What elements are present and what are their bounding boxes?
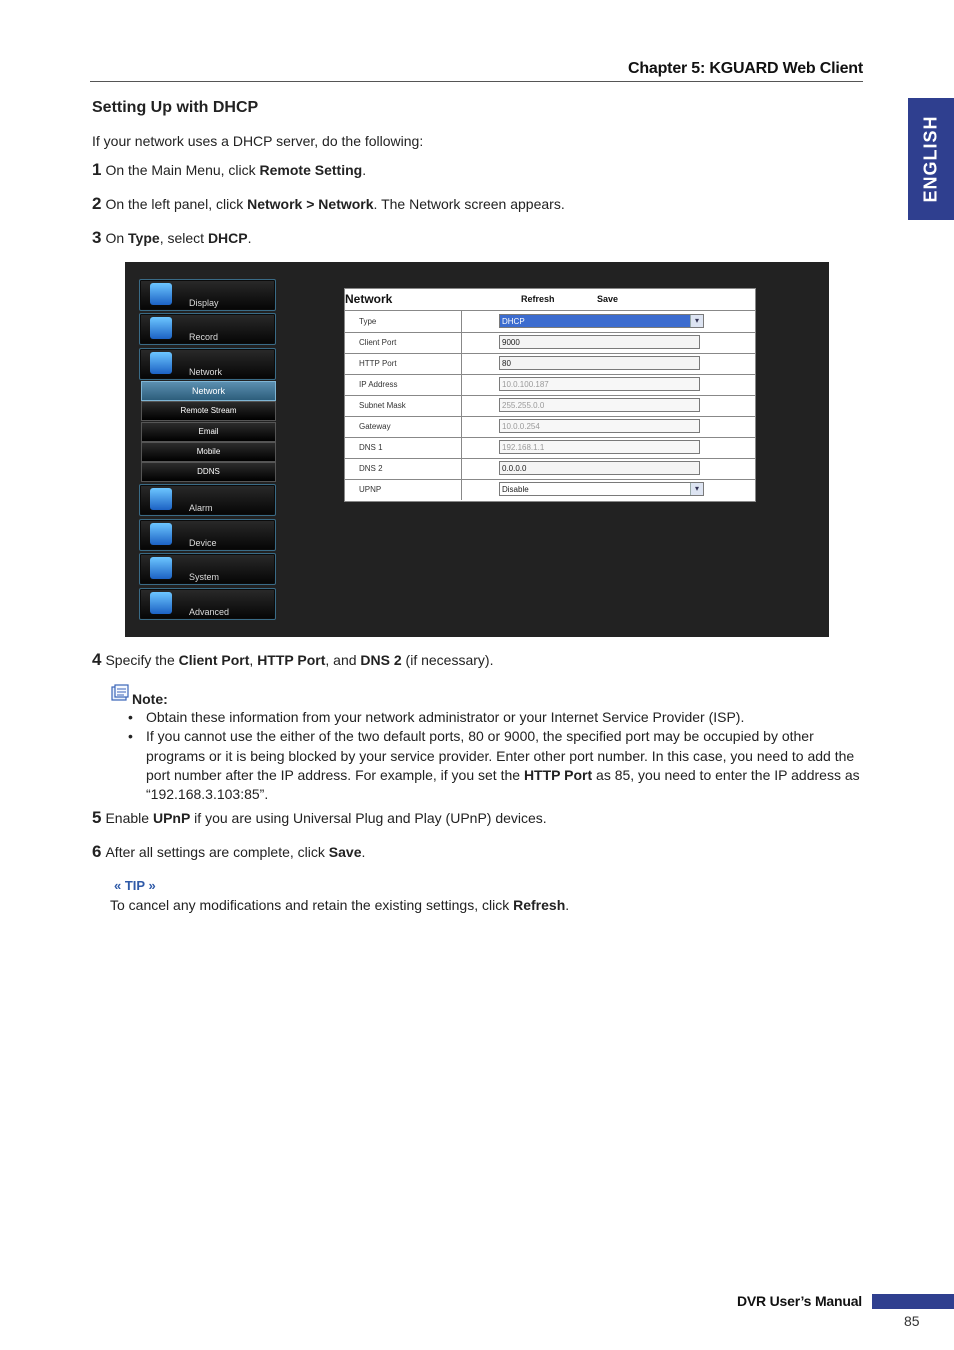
step-number: 1 [92,160,102,179]
record-icon [150,317,172,339]
row-label: HTTP Port [359,359,397,368]
note-bold: HTTP Port [523,766,593,783]
step-3 [92,228,252,248]
row-upnp [345,479,755,500]
menu-system[interactable] [139,553,276,585]
row-http-port [345,353,755,375]
step-5 [92,808,547,828]
step-4 [92,650,493,670]
upnp-select[interactable] [499,482,704,496]
step-1 [92,160,366,180]
submenu-network[interactable]: Network [141,381,276,401]
step-2 [92,194,565,214]
step-bold: DNS 2 [360,652,402,668]
page-number: 85 [904,1313,920,1329]
submenu-remote-stream[interactable]: Remote Stream [141,401,276,421]
http-port-input[interactable]: 80 [499,356,700,370]
step-number: 4 [92,650,102,669]
note-list [128,708,863,804]
network-settings-screenshot [125,262,829,637]
alarm-icon [150,488,172,510]
step-text: . The Network screen appears. [373,196,565,212]
menu-record[interactable] [139,313,276,345]
network-panel-title: Network [345,292,393,306]
step-bold: UPnP [152,810,191,826]
step-text: . [361,844,366,860]
step-number: 3 [92,228,102,247]
tip-label: « TIP » [114,878,156,893]
language-tab [908,98,954,220]
client-port-input[interactable]: 9000 [499,335,700,349]
tip-body: . [565,897,570,913]
note-text: If you cannot use the either of the two default ports, 80 or 9000, the specified port may be occupied by other programs or it is being blocked by your service provider. Enter other port number. In this case, you need to add the port number after the IP address. For example, if you set the [146,728,855,783]
menu-label: Record [189,332,219,342]
note-text: as 85, you need to enter the IP address as “192.168.3.103:85”. [146,766,860,803]
row-type [345,311,755,333]
menu-label: Display [189,298,219,308]
step-text: . [362,162,367,178]
tip-bold: Refresh [513,897,566,913]
step-text: After all settings are complete, click [105,844,329,860]
tip-body: To cancel any modifications and retain the existing settings, click [110,897,514,913]
row-label: Gateway [359,422,391,431]
row-label: UPNP [359,485,382,494]
row-label: Client Port [359,338,397,347]
step-text: , select [159,230,208,246]
submenu-mobile[interactable]: Mobile [141,442,276,462]
step-number: 5 [92,808,102,827]
row-dns1 [345,437,755,459]
note-text: Obtain these information from your network administrator or your Internet Service Provider (ISP). [146,709,745,725]
save-button[interactable]: Save [597,294,619,304]
step-bold: Save [328,844,362,860]
display-icon [150,283,172,305]
footer-bar [872,1294,954,1309]
menu-label: Network [189,367,223,377]
menu-network[interactable] [139,348,276,380]
step-text: Specify the [105,652,179,668]
step-text: On the left panel, click [105,196,248,212]
step-text: (if necessary). [401,652,494,668]
menu-label: System [189,572,220,582]
subnet-mask-input[interactable]: 255.255.0.0 [499,398,700,412]
row-label: IP Address [359,380,398,389]
ip-address-input[interactable]: 10.0.100.187 [499,377,700,391]
step-text: , and [325,652,361,668]
dns2-input[interactable]: 0.0.0.0 [499,461,700,475]
step-text: On the Main Menu, click [105,162,260,178]
footer-manual-title: DVR User’s Manual [737,1293,862,1309]
menu-alarm[interactable] [139,484,276,516]
step-text: On [105,230,129,246]
chapter-header: Chapter 5: KGUARD Web Client [90,60,863,82]
step-6 [92,842,365,862]
note-title: Note: [132,691,168,707]
menu-display[interactable] [139,279,276,311]
submenu-email[interactable]: Email [141,422,276,442]
gateway-input[interactable]: 10.0.0.254 [499,419,700,433]
step-bold: DHCP [207,230,248,246]
refresh-button[interactable]: Refresh [521,294,555,304]
gear-icon [150,557,172,579]
note-bullet [128,708,863,727]
dns1-input[interactable]: 192.168.1.1 [499,440,700,454]
network-panel-header [345,289,755,311]
menu-device[interactable] [139,519,276,551]
step-bold: HTTP Port [257,652,326,668]
device-icon [150,523,172,545]
type-value: DHCP [502,317,525,326]
submenu-ddns[interactable]: DDNS [141,462,276,482]
section-title: Setting Up with DHCP [92,99,259,116]
step-text: Enable [105,810,153,826]
menu-label: Device [189,538,217,548]
row-label: Subnet Mask [359,401,406,410]
step-text: . [247,230,252,246]
note-icon [110,684,130,702]
step-bold: Type [128,230,160,246]
upnp-value: Disable [502,485,529,494]
row-label: DNS 2 [359,464,383,473]
type-select[interactable] [499,314,704,328]
network-globe-icon [150,352,172,374]
step-number: 2 [92,194,102,213]
wrench-icon [150,592,172,614]
menu-advanced[interactable] [139,588,276,620]
row-subnet-mask [345,395,755,417]
row-client-port [345,332,755,354]
step-text: , [249,652,258,668]
chevron-down-icon: ▾ [690,315,703,327]
row-gateway [345,416,755,438]
step-bold: Client Port [178,652,250,668]
step-bold: Network > Network [247,196,374,212]
menu-label: Alarm [189,503,213,513]
chevron-down-icon: ▾ [690,483,703,495]
menu-label: Advanced [189,607,230,617]
tip-text [110,897,569,913]
row-ip-address [345,374,755,396]
step-number: 6 [92,842,102,861]
row-label: Type [359,317,377,326]
intro-text: If your network uses a DHCP server, do the following: [92,133,424,149]
note-bullet [128,727,863,804]
step-bold: Remote Setting [259,162,363,178]
row-dns2 [345,458,755,480]
row-label: DNS 1 [359,443,383,452]
language-tab-label: ENGLISH [920,115,941,203]
network-panel [344,288,756,502]
step-text: if you are using Universal Plug and Play (UPnP) devices. [190,810,547,826]
